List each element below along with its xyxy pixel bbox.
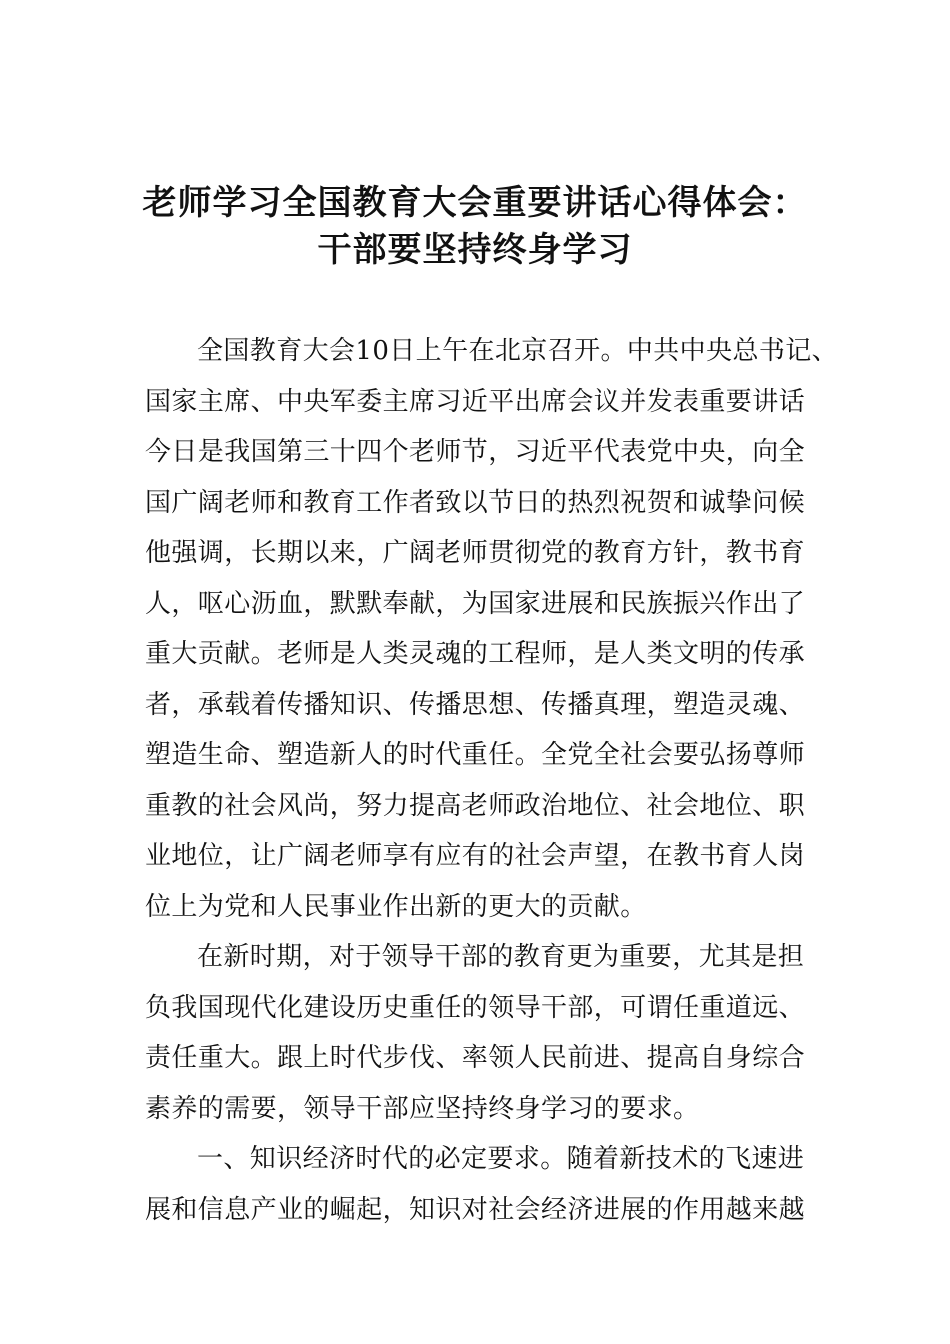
paragraph-line: 负我国现代化建设历史重任的领导干部，可谓任重道远、	[145, 992, 806, 1023]
paragraph-line: 素养的需要，领导干部应坚持终身学习的要求。	[145, 1093, 700, 1124]
paragraph-line: 国家主席、中央军委主席习近平出席会议并发表重要讲话	[145, 386, 806, 417]
paragraph-line: 位上为党和人民事业作出新的更大的贡献。	[145, 891, 647, 922]
paragraph-line: 责任重大。跟上时代步伐、率领人民前进、提高自身综合	[145, 1043, 806, 1073]
document-title-line-1: 老师学习全国教育大会重要讲话心得体会：	[142, 183, 808, 223]
paragraph-line: 者，承载着传播知识、传播思想、传播真理，塑造灵魂、	[145, 689, 806, 720]
paragraph-line: 全国教育大会10日上午在北京召开。中共中央总书记、	[197, 336, 839, 366]
paragraph-line: 重大贡献。老师是人类灵魂的工程师，是人类文明的传承	[145, 639, 806, 669]
paragraph-line: 展和信息产业的崛起，知识对社会经济进展的作用越来越	[145, 1194, 806, 1225]
paragraph-line: 塑造生命、塑造新人的时代重任。全党全社会要弘扬尊师	[145, 740, 806, 770]
document-body	[145, 326, 839, 1235]
paragraph-line: 国广阔老师和教育工作者致以节日的热烈祝贺和诚挚问候	[145, 487, 806, 518]
paragraph-line: 重教的社会风尚，努力提高老师政治地位、社会地位、职	[145, 790, 806, 821]
paragraph-line: 今日是我国第三十四个老师节，习近平代表党中央，向全	[145, 437, 806, 467]
document-title-line-2: 干部要坚持终身学习	[317, 230, 633, 270]
paragraph-line: 人，呕心沥血，默默奉献，为国家进展和民族振兴作出了	[145, 588, 806, 619]
paragraph-line: 在新时期，对于领导干部的教育更为重要，尤其是担	[197, 942, 805, 972]
paragraph-line: 他强调，长期以来，广阔老师贯彻党的教育方针，教书育	[145, 538, 806, 568]
paragraph-line: 一、知识经济时代的必定要求。随着新技术的飞速进	[197, 1144, 805, 1174]
paragraph-line: 业地位，让广阔老师享有应有的社会声望，在教书育人岗	[145, 841, 806, 871]
